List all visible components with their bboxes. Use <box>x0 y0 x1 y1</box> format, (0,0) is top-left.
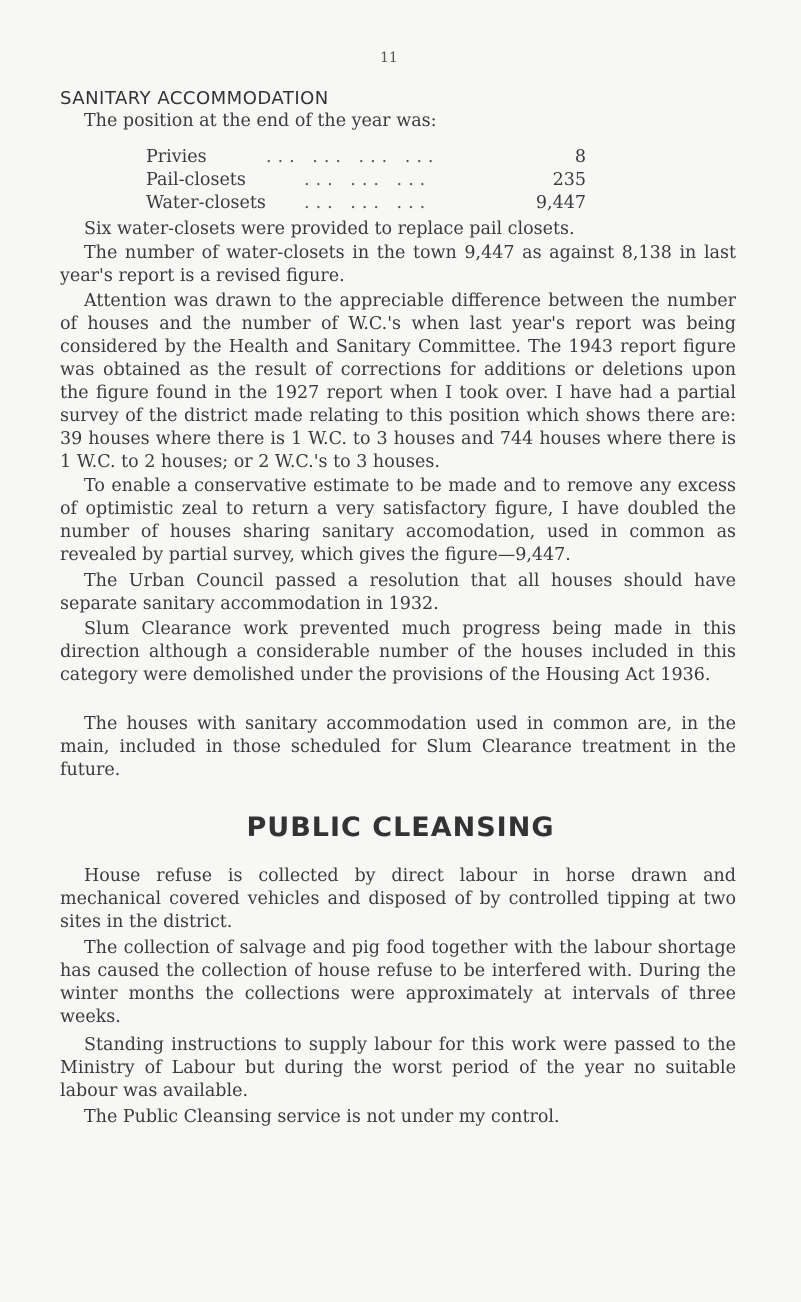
sanitary-paragraph: Slum Clearance work prevented much progress being made in this direction although a considerable number of the houses included in this category were demolished under the provisions of the Housing Act 1936. <box>60 619 736 685</box>
sanitary-paragraph: To enable a conservative estimate to be made and to remove any excess of optimistic zeal to return a very satisfactory figure, I have doubled the number of houses sharing sanitary accomodation, used in common as revealed by partial survey, which gives the figure—9,447. <box>60 476 736 565</box>
cleansing-paragraph: The collection of salvage and pig food together with the labour shortage has caused the collection of house refuse to be interfered with. During the winter months the collections were approximately at intervals of three weeks. <box>60 938 736 1027</box>
sanitary-accommodation-heading: SANITARY ACCOMMODATION <box>60 88 329 109</box>
sanitary-paragraph: Six water-closets were provided to replace pail closets. <box>84 219 575 239</box>
sanitary-intro: The position at the end of the year was: <box>84 111 437 131</box>
table-row <box>146 146 586 169</box>
dot-leaders: ... ... ... <box>304 170 432 190</box>
cleansing-paragraph: House refuse is collected by direct labour in horse drawn and mechanical covered vehicles and disposed of by controlled tipping at two sites in the district. <box>60 866 736 932</box>
dot-leaders: ... ... ... <box>304 193 432 213</box>
public-cleansing-heading: PUBLIC CLEANSING <box>246 812 555 843</box>
table-row <box>146 169 586 192</box>
row-value: 235 <box>552 170 586 190</box>
table-row <box>146 192 586 215</box>
row-label: Water-closets <box>146 193 266 213</box>
row-value: 8 <box>574 147 586 167</box>
sanitary-table <box>146 146 586 215</box>
row-value: 9,447 <box>535 193 586 213</box>
dot-leaders: ... ... ... ... <box>266 147 440 167</box>
sanitary-paragraph: Attention was drawn to the appreciable difference between the number of houses and the number of W.C.'s when last year's report was being considered by the Health and Sanitary Committee. The 1943 report figure was obtained as the result of corrections for additions or deletions upon the figure found in the 1927 report when I took over. I have had a partial survey of the district made relating to this position which shows there are: 39 houses where there is 1 W.C. to 3 houses and 744 houses where there is 1 W.C. to 2 houses; or 2 W.C.'s to 3 houses. <box>60 291 736 472</box>
row-label: Privies <box>146 147 207 167</box>
cleansing-paragraph: The Public Cleansing service is not under my control. <box>84 1107 560 1127</box>
cleansing-paragraph: Standing instructions to supply labour for this work were passed to the Ministry of Labour but during the worst period of the year no suitable labour was available. <box>60 1035 736 1101</box>
sanitary-paragraph: The houses with sanitary accommodation used in common are, in the main, included in those scheduled for Slum Clearance treatment in the future. <box>60 714 736 780</box>
row-label: Pail-closets <box>146 170 246 190</box>
page-number: 11 <box>380 50 398 66</box>
sanitary-paragraph: The number of water-closets in the town 9,447 as against 8,138 in last year's report is a revised figure. <box>60 243 736 286</box>
sanitary-paragraph: The Urban Council passed a resolution that all houses should have separate sanitary accommodation in 1932. <box>60 571 736 614</box>
